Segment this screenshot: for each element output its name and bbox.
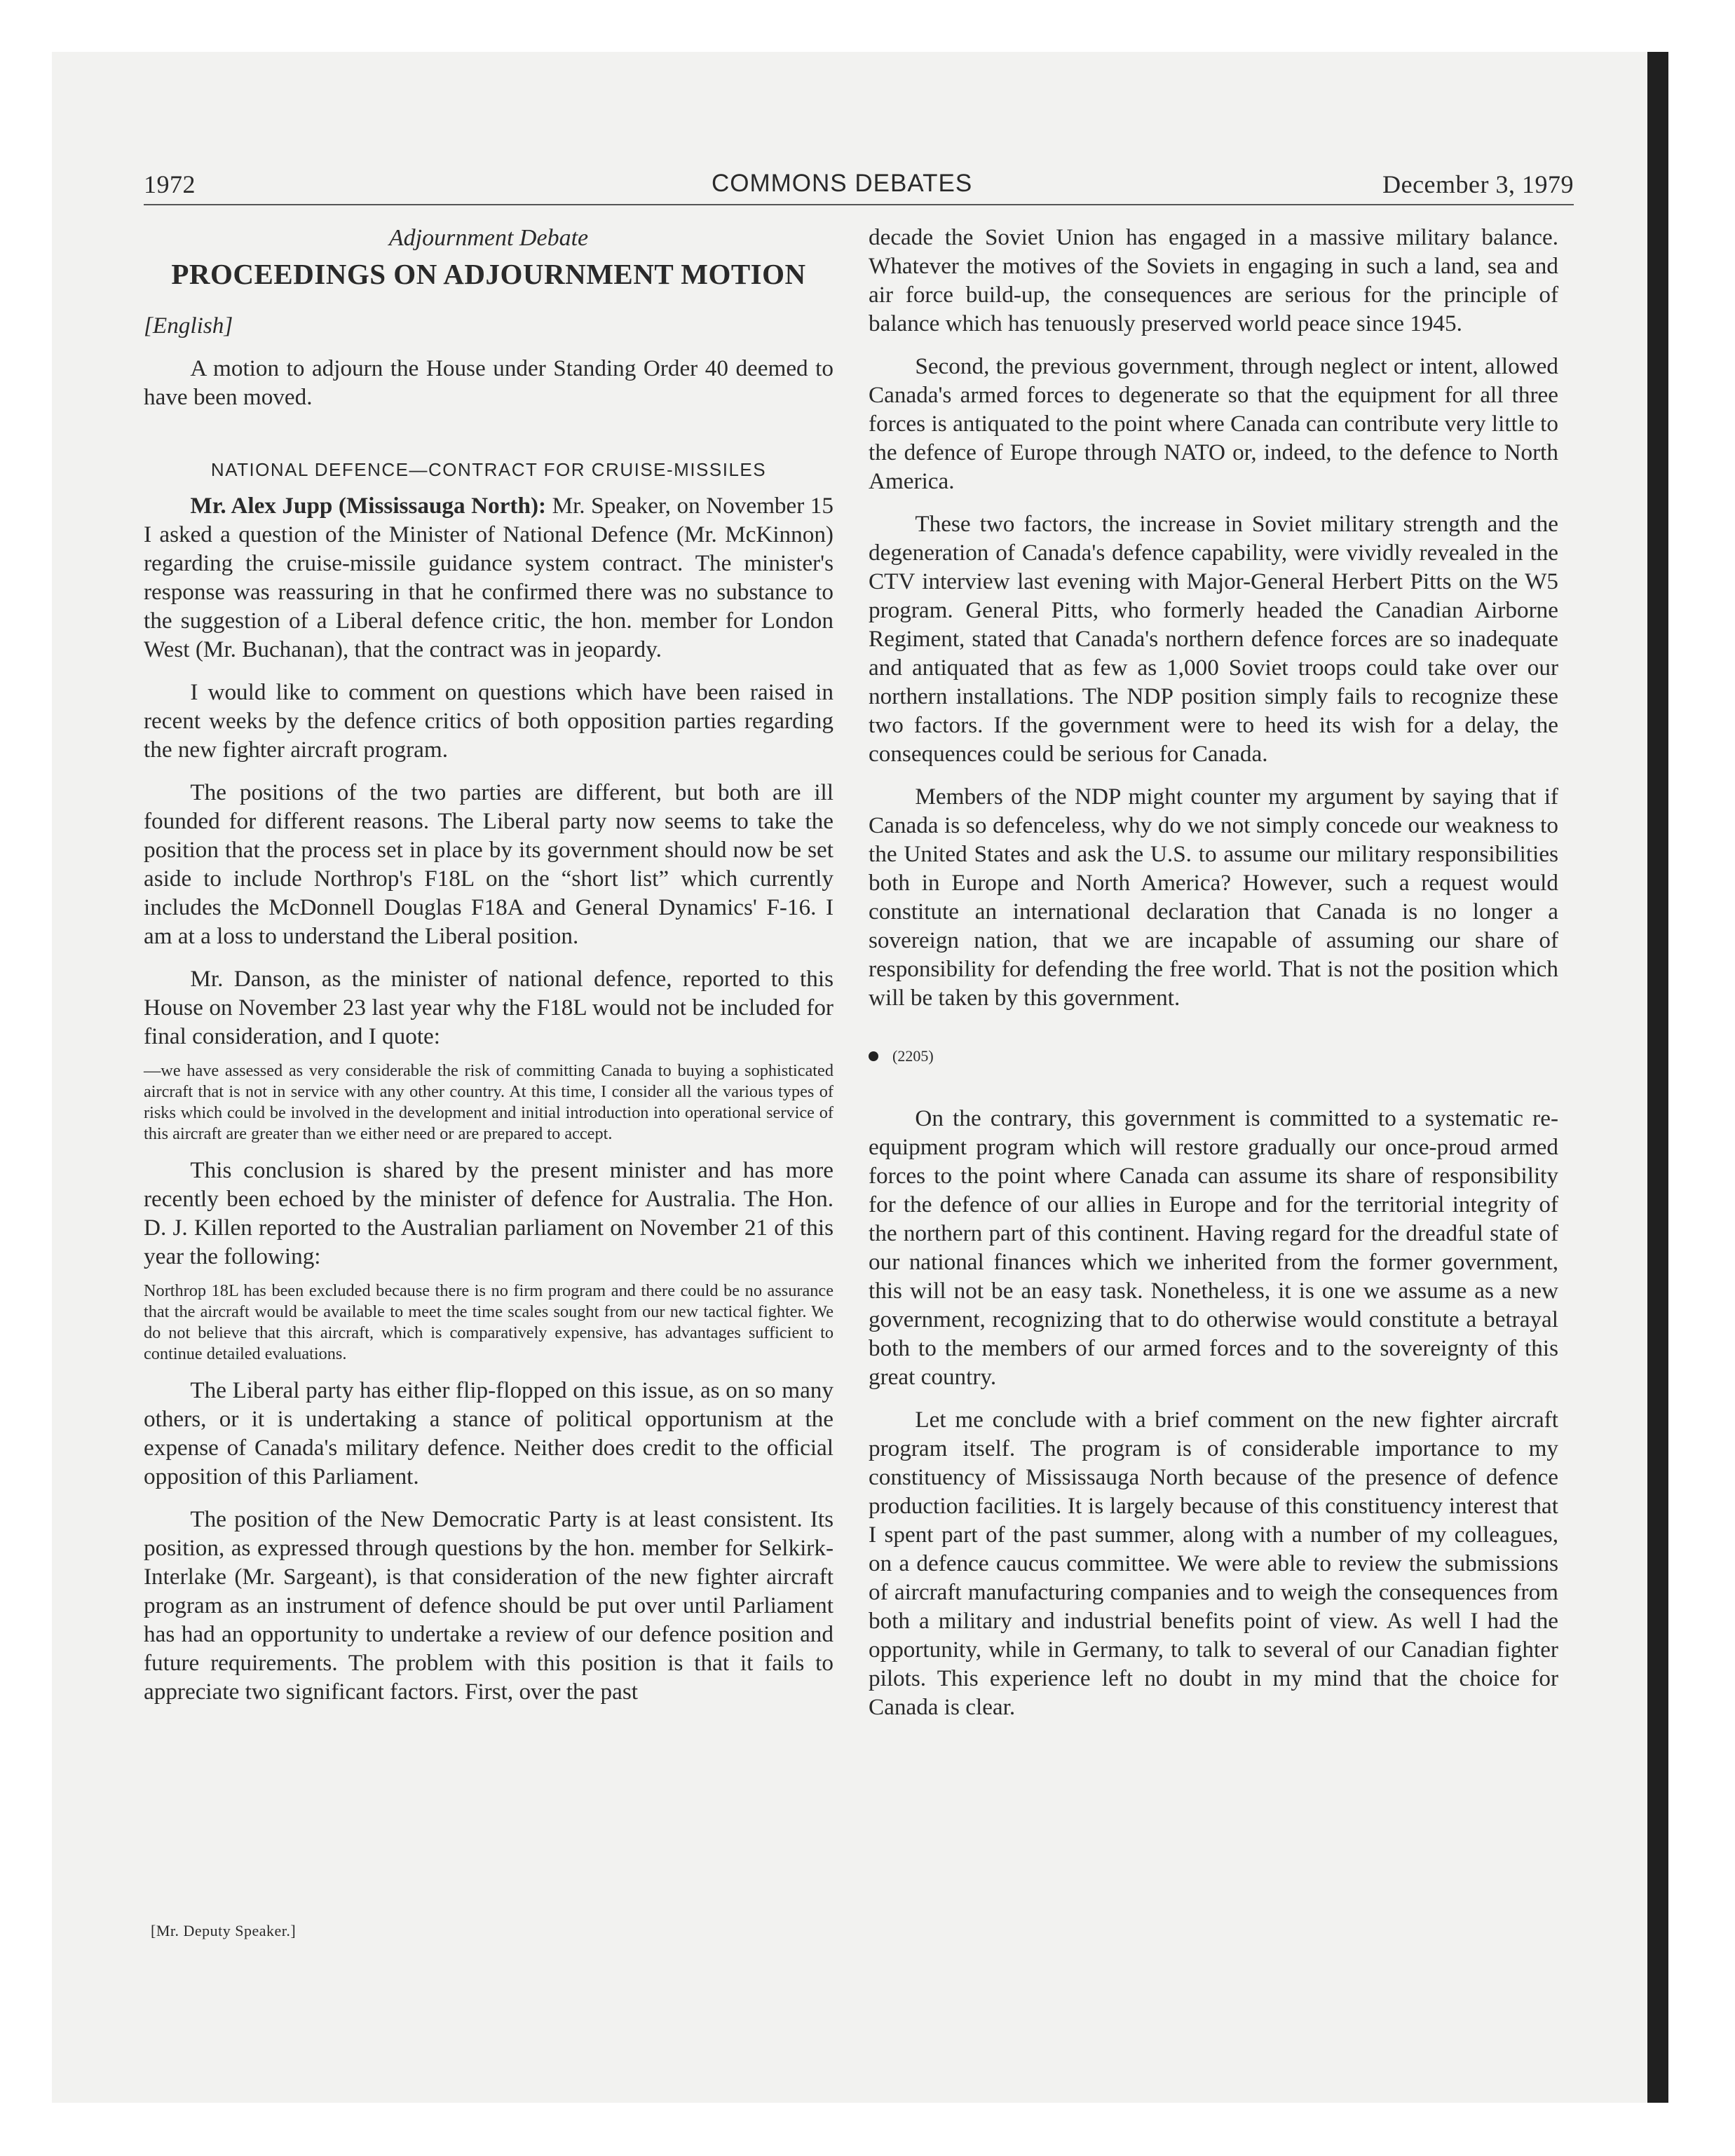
language-tag: [English] bbox=[144, 313, 233, 339]
header-rule bbox=[144, 204, 1574, 205]
right-paragraph-2: Second, the previous government, through neglect or intent, allowed Canada's armed forces to degenerate so that the equipment for all three forces is antiquated to the point where Canada can contribute very little to the defence of Europe through NATO or, indeed, to the defence to North America. bbox=[869, 353, 1558, 494]
time-marker bbox=[869, 1042, 1558, 1070]
right-column bbox=[869, 223, 1558, 1721]
right-paragraph-5: On the contrary, this government is committed to a systematic re-equipment program which will restore gradually our once-proud armed forces to the point where Canada can assume its share of responsibility for the defence of our allies in Europe and for the territorial integrity of the northern part of this continent. Having regard for the dreadful state of our national finances which we inherited from the former government, this will not be an easy task. Nonetheless, it is one we assume as a new government, recognizing that to do otherwise would constitute a betrayal both to the members of our armed forces and to the sovereignty of this great country. bbox=[869, 1105, 1558, 1390]
speech-paragraph-3: The positions of the two parties are different, but both are ill founded for different reasons. The Liberal party now seems to take the position that the process set in place by its government should now be set aside to include Northrop's F18L on the “short list” which currently includes the McDonnell Douglas F18A and General Dynamics' F-16. I am at a loss to understand the Liberal position. bbox=[144, 779, 834, 949]
publication-title: COMMONS DEBATES bbox=[712, 170, 973, 197]
right-paragraph-6: Let me conclude with a brief comment on the new fighter aircraft program itself. The program is of considerable importance to my constituency of Mississauga North because of the presence of defence production facilities. It is largely because of this constituency interest that I spent part of the past summer, along with a number of my colleagues, on a defence caucus committee. We were able to review the submissions of aircraft manufacturing companies and to weigh the consequences from both a military and industrial benefits point of view. As well I had the opportunity, while in Germany, to talk to several of our Canadian fighter pilots. This experience left no doubt in my mind that the choice for Canada is clear. bbox=[869, 1407, 1558, 1720]
page-number: 1972 bbox=[144, 170, 196, 198]
time-marker-text: (2205) bbox=[892, 1047, 934, 1065]
quotation-danson: —we have assessed as very considerable the risk of committing Canada to buying a sophisticated aircraft that is not in service with any other country. At this time, I consider all the various types of risks which could be involved in the development and initial introduction into operational service of this aircraft are greater than we either need or are prepared to accept. bbox=[144, 1061, 834, 1143]
quotation-killen: Northrop 18L has been excluded because there is no firm program and there could be no assurance that the aircraft would be available to meet the time scales sought from our new tactical fighter. We do not believe that this aircraft, which is comparatively expensive, has advantages sufficient to continue detailed evaluations. bbox=[144, 1281, 834, 1363]
right-paragraph-4: Members of the NDP might counter my argument by saying that if Canada is so defenceless, why do we not simply concede our weakness to the United States and ask the U.S. to assume our military responsibilities both in Europe and North America? However, such a request would constitute an international declaration that Canada is no longer a sovereign nation, that we are incapable of assuming our share of responsibility for defending the free world. That is not the position which will be taken by this government. bbox=[869, 784, 1558, 1011]
footer-note: [Mr. Deputy Speaker.] bbox=[151, 1922, 297, 1939]
bullet-icon bbox=[869, 1051, 878, 1061]
continued-paragraph: decade the Soviet Union has engaged in a massive military balance. Whatever the motives of the Soviets in engaging in such a land, sea and air force build-up, the consequences are serious for the principle of balance which has tenuously preserved world peace since 1945. bbox=[869, 224, 1558, 336]
speech-paragraph-5: This conclusion is shared by the present minister and has more recently been echoed by the minister of defence for Australia. The Hon. D. J. Killen reported to the Australian parliament on November 21 of this year the following: bbox=[144, 1157, 834, 1269]
scan-edge-bar bbox=[1647, 52, 1668, 2103]
main-title: PROCEEDINGS ON ADJOURNMENT MOTION bbox=[171, 258, 806, 290]
page-header bbox=[144, 170, 1574, 203]
motion-paragraph: A motion to adjourn the House under Standing Order 40 deemed to have been moved. bbox=[144, 355, 834, 410]
left-column bbox=[144, 223, 834, 1706]
speech-paragraph-2: I would like to comment on questions which have been raised in recent weeks by the defence critics of both opposition parties regarding the new fighter aircraft program. bbox=[144, 679, 834, 763]
speech-paragraph-1 bbox=[144, 491, 834, 664]
section-label: Adjournment Debate bbox=[388, 225, 589, 251]
speech-paragraph-1-text: Mr. Speaker, on November 15 I asked a question of the Minister of National Defence (Mr. McKinnon) regarding the cruise-missile guidance system contract. The minister's response was reassuring in that he confirmed there was no substance to the suggestion of a Liberal defence critic, the hon. member for London West (Mr. Buchanan), that the contract was in jeopardy. bbox=[144, 493, 834, 662]
speech-paragraph-4: Mr. Danson, as the minister of national defence, reported to this House on November 23 last year why the F18L would not be included for final consideration, and I quote: bbox=[144, 966, 834, 1049]
speech-paragraph-6: The Liberal party has either flip-flopped on this issue, as on so many others, or it is undertaking a stance of political opportunism at the expense of Canada's military defence. Neither does credit to the official opposition of this Parliament. bbox=[144, 1377, 834, 1489]
speaker-name: Mr. Alex Jupp (Mississauga North): bbox=[190, 493, 547, 519]
speech-paragraph-7: The position of the New Democratic Party is at least consistent. Its position, as expressed through questions by the hon. member for Selkirk-Interlake (Mr. Sargeant), is that consideration of the new fighter aircraft program as an instrument of defence should be put over until Parliament has had an opportunity to undertake a review of our defence position and future requirements. The problem with this position is that it fails to appreciate two significant factors. First, over the past bbox=[144, 1506, 834, 1705]
right-paragraph-3: These two factors, the increase in Soviet military strength and the degeneration of Canada's defence capability, were vividly revealed in the CTV interview last evening with Major-General Herbert Pitts on the W5 program. General Pitts, who formerly headed the Canadian Airborne Regiment, stated that Canada's northern defence forces are so inadequate and antiquated that as few as 1,000 Soviet troops could take over our northern installations. The NDP position simply fails to recognize these two factors. If the government were to heed its wish for a delay, the consequences could be serious for Canada. bbox=[869, 511, 1558, 767]
debate-subhead: NATIONAL DEFENCE—CONTRACT FOR CRUISE-MISSILES bbox=[210, 459, 767, 480]
publication-date: December 3, 1979 bbox=[1382, 170, 1574, 198]
